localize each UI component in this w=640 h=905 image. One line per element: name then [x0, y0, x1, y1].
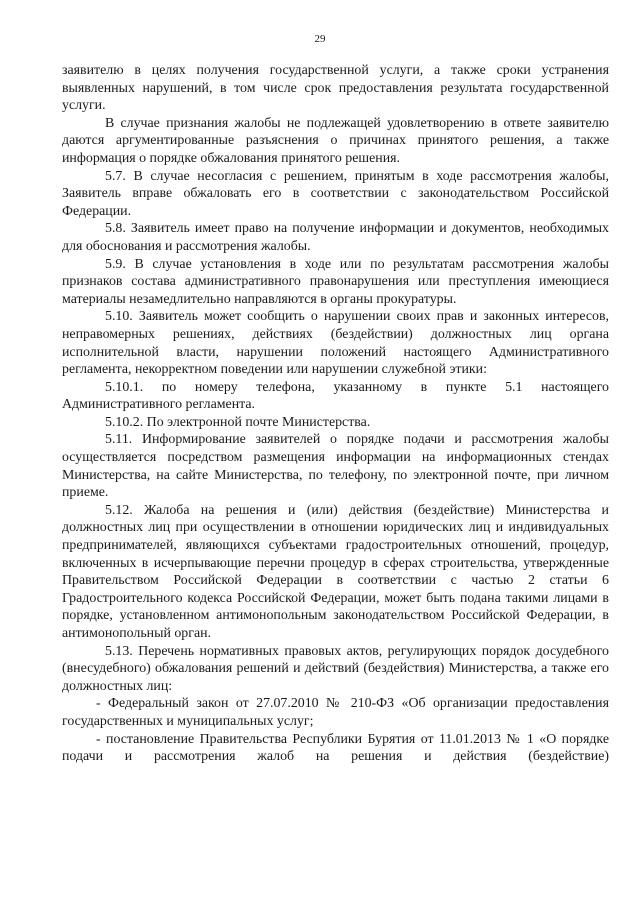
paragraph-rejection-answer: В случае признания жалобы не подлежащей удовлетворению в ответе заявителю даются аргументированные разъяснения о причинах принятого решения, а также информация о порядке обжалования принятого решения.	[62, 115, 609, 166]
paragraph-5-13: 5.13. Перечень нормативных правовых актов, регулирующих порядок досудебного (внесудебного) обжалования решений и действий (бездействия) Министерства, а также его должностных лиц:	[62, 643, 609, 694]
paragraph-5-12: 5.12. Жалоба на решения и (или) действия (бездействие) Министерства и должностных лиц при осуществлении в отношении юридических лиц и индивидуальных предпринимателей, являющихся субъектами градостроительных отношений, процедур, включенных в исчерпывающие перечни процедур в сферах строительства, утвержденные Правительством Российской Федерации в соответствии с частью 2 статьи 6 Градостроительного кодекса Российской Федерации, может быть подана такими лицами в порядке, установленном антимонопольным законодательством Российской Федерации, в антимонопольный орган.	[62, 502, 609, 641]
paragraph-5-10-1: 5.10.1. по номеру телефона, указанному в пункте 5.1 настоящего Административного регламента.	[62, 379, 609, 413]
paragraph-5-11: 5.11. Информирование заявителей о порядке подачи и рассмотрения жалобы осуществляется посредством размещения информации на информационных стендах Министерства, на сайте Министерства, по телефону, по электронной почте, при личном приеме.	[62, 432, 609, 501]
paragraph-5-10: 5.10. Заявитель может сообщить о нарушении своих прав и законных интересов, неправомерных решениях, действиях (бездействии) должностных лиц органа исполнительной власти, нарушении положений настоящего Административного регламента, некорректном поведении или нарушении служебной этики:	[62, 309, 609, 378]
document-body	[62, 62, 609, 766]
paragraph-5-10-2: 5.10.2. По электронной почте Министерства.	[105, 414, 371, 430]
paragraph-5-7: 5.7. В случае несогласия с решением, принятым в ходе рассмотрения жалобы, Заявитель вправе обжаловать его в соответствии с законодательством Российской Федерации.	[62, 168, 609, 219]
paragraph-continuation: заявителю в целях получения государственной услуги, а также сроки устранения выявленных нарушений, в том числе срок предоставления результата государственной услуги.	[62, 63, 609, 114]
list-item-federal-law: - Федеральный закон от 27.07.2010 № 210-ФЗ «Об организации предоставления государственных и муниципальных услуг;	[62, 696, 609, 729]
list-item-government-resolution: - постановление Правительства Республики Бурятия от 11.01.2013 № 1 «О порядке подачи и рассмотрения жалоб на решения и действия (бездействие)	[62, 731, 609, 765]
paragraph-5-8: 5.8. Заявитель имеет право на получение информации и документов, необходимых для обоснования и рассмотрения жалобы.	[62, 221, 609, 254]
paragraph-5-9: 5.9. В случае установления в ходе или по результатам рассмотрения жалобы признаков состава административного правонарушения или преступления имеющиеся материалы незамедлительно направляются в органы прокуратуры.	[62, 256, 609, 307]
page-number: 29	[314, 33, 326, 45]
